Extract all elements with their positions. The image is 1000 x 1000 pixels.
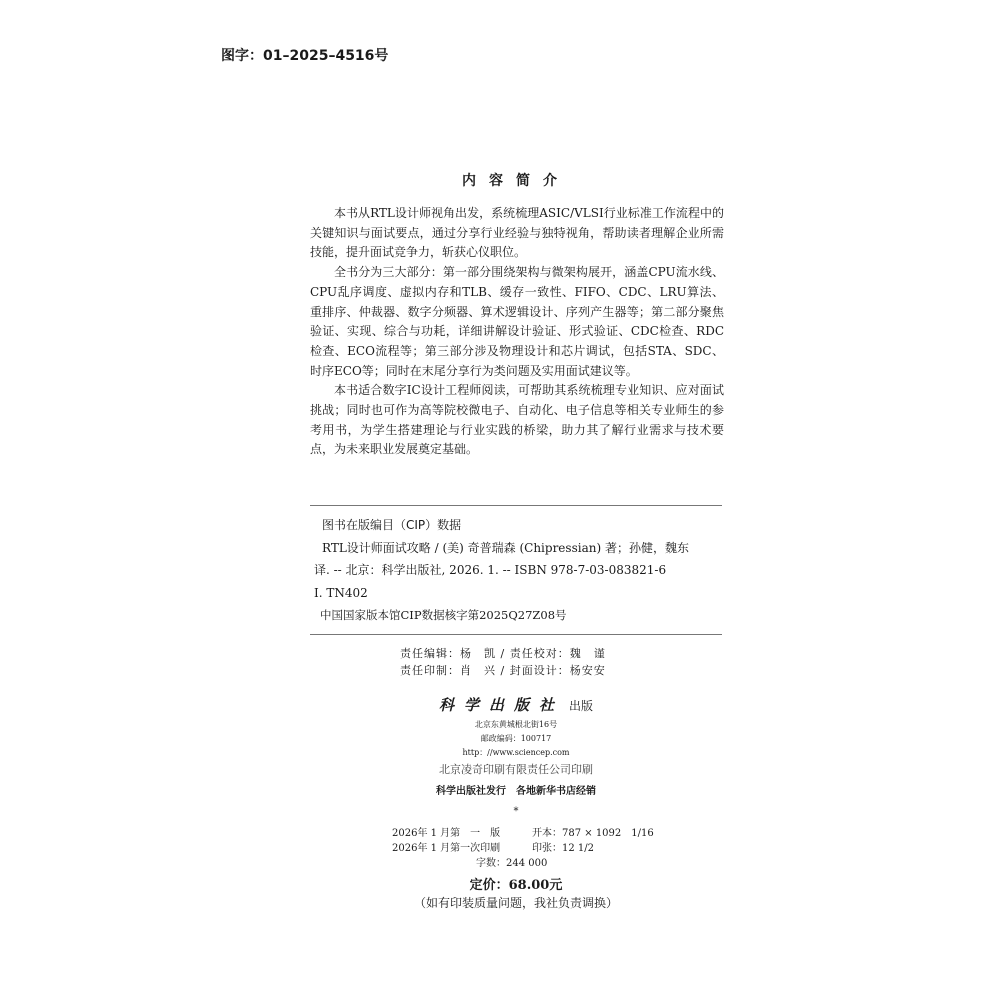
cip-national-number: 中国国家版本馆CIP数据核字第2025Q27Z08号 [320,608,567,622]
publisher-url: http：//www.sciencep.com [462,748,570,757]
sheets-line: 印张：12 1/2 [532,843,594,854]
quality-notice: （如有印装质量问题，我社负责调换） [413,896,618,910]
intro-paragraph-2: 全书分为三大部分：第一部分围绕架构与微架构展开，涵盖CPU流水线、CPU乱序调度、虚拟内存和TLB、缓存一致性、FIFO、CDC、LRU算法、重排序、仲裁器、数字分频器、算术逻辑设计、序列产生器等；第二部分聚焦验证、实现、综合与功耗，详细讲解设计验证、形式验证、CDC检查、RDC检查、ECO流程等；第三部分涉及物理设计和芯片调试，包括STA、SDC、时序ECO等；同时在末尾分享行为类问题及实用面试建议等。 [310,265,724,378]
cip-heading: 图书在版编目（CIP）数据 [322,518,462,532]
cip-bottom-rule [310,634,722,635]
printing-line: 2026年 1 月第一次印刷 [392,843,501,854]
cip-top-rule [310,505,722,506]
staff-line-2: 责任印制：肖 兴 / 封面设计：杨安安 [400,664,606,677]
edition-line: 2026年 1 月第 一 版 [392,828,501,839]
staff-credits [400,645,640,679]
registration-number: 图字：01–2025–4516号 [221,48,389,64]
price-line: 定价：68.00元 [469,878,563,893]
distribution-line: 科学出版社发行 各地新华书店经销 [436,786,596,797]
printer-line: 北京凌奇印刷有限责任公司印刷 [439,763,593,776]
cip-classification: Ⅰ. TN402 [314,585,368,600]
publisher-suffix: 出版 [569,699,594,713]
publisher-postcode: 邮政编码：100717 [480,734,552,743]
publisher-block [310,694,722,760]
intro-text [310,204,724,460]
format-line: 开本：787 × 1092 1/16 [532,828,654,839]
intro-title: 内容简介 [462,173,570,189]
intro-paragraph-3: 本书适合数字IC设计工程师阅读，可帮助其系统梳理专业知识、应对面试挑战；同时也可作为高等院校微电子、自动化、电子信息等相关专业师生的参考用书，为学生搭建理论与行业实践的桥梁，助力其了解行业需求与技术要点，为未来职业发展奠定基础。 [310,383,724,457]
separator-star: * [513,806,519,817]
publisher-name: 科学出版社 [438,696,564,714]
publisher-address: 北京东黄城根北街16号 [474,720,558,729]
intro-paragraph-1: 本书从RTL设计师视角出发，系统梳理ASIC/VLSI行业标准工作流程中的关键知识与面试要点，通过分享行业经验与独特视角，帮助读者理解企业所需技能，提升面试竞争力，斩获心仪职位。 [310,206,724,260]
staff-line-1: 责任编辑：杨 凯 / 责任校对：魏 谨 [400,647,606,660]
cip-block [314,514,722,627]
word-count-line: 字数：244 000 [476,858,548,869]
cip-entry-line-2: 译. -- 北京：科学出版社, 2026. 1. -- ISBN 978-7-03-083821-6 [314,563,667,577]
cip-entry-line-1: RTL设计师面试攻略 / (美) 奇普瑞森 (Chipressian) 著；孙健，魏东 [322,540,689,555]
